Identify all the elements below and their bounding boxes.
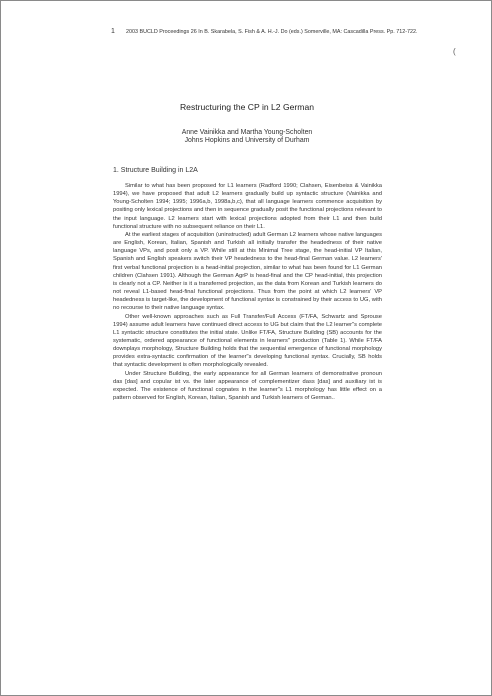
paragraph: At the earliest stages of acquisition (uninstructed) adult German L2 learners whose native languages are English, Korean, Italian, Spanish and Turkish all initially transfer the headedness of their native language VPs, and posit only a VP. While still at this Minimal Tree stage, the head-initial VP Italian, Spanish and English speakers switch their VP headedness to the head-final German value. L2 learners' first verbal functional projection is a head-initial projection, similar to what has been found for L1 German children (Clahsen 1991). Although the German AgrP is head-final and the CP head-initial, this projection is clearly not a CP. Neither is it a transferred projection, as the data from Korean and Turkish learners do not reveal L1-based head-final functional projections. Thus from the point at which L2 learners' VP headedness is target-like, the development of functional syntax is constrained by their access to UG, with no recourse to their native language syntax. [113, 231, 382, 312]
body-text [113, 182, 382, 402]
paragraph: Under Structure Building, the early appearance for all German learners of demonstrative pronoun das [das] and copular ist vs. the later appearance of complementizer dass [das] and auxiliary ist is expected. The existence of functional cognates in the learner"s L1 morphology has little effect on a pattern observed for English, Korean, Italian, Spanish and Turkish learners of German.. [113, 370, 382, 402]
citation-header: 2003 BUCLD Proceedings 26 In B. Skarabela, S. Fish & A. H.-J. Do (eds.) Somerville, MA: Cascadilla Press. Pp. 712-722. [126, 29, 418, 35]
paper-title: Restructuring the CP in L2 German [179, 102, 315, 112]
paragraph: Similar to what has been proposed for L1 learners (Radford 1990; Clahsen, Eisenbeiss & Vainikka 1994), we have proposed that adult L2 learners gradually build up syntactic structure (Vainikka and Young-Scholten 1994; 1995; 1996a,b, 1998a,b,c), that all language learners commence acquisition by positing only lexical projections and then in sequence gradually posit the functional projections relevant to the input language. L2 learners start with lexical projections adopted from their L1 and then build functional structure with no subsequent reliance on their L1. [113, 183, 382, 230]
page-number: 1 [111, 28, 115, 35]
margin-mark: ( [453, 47, 456, 56]
section-heading: 1. Structure Building in L2A [113, 167, 198, 174]
paragraph: Other well-known approaches such as Full Transfer/Full Access (FT/FA, Schwartz and Sprouse 1994) assume adult learners have continued direct access to UG but claim that the L2 learner"s complete L1 syntactic structure constitutes the initial state. Unlike FT/FA, Structure Building (SB) accounts for the systematic, ordered appearance of functional elements in learners" production (Table 1). While FT/FA downplays morphology, Structure Building holds that the sequential emergence of functional morphology provides extra-syntactic confirmation of the learner"s developing functional syntax. Crucially, SB holds that syntactic development is often morphologically revealed. [113, 313, 382, 369]
author-affiliations: Johns Hopkins and University of Durham [184, 137, 310, 145]
author-block [1, 129, 492, 146]
author-names: Anne Vainikka and Martha Young-Scholten [181, 129, 313, 136]
